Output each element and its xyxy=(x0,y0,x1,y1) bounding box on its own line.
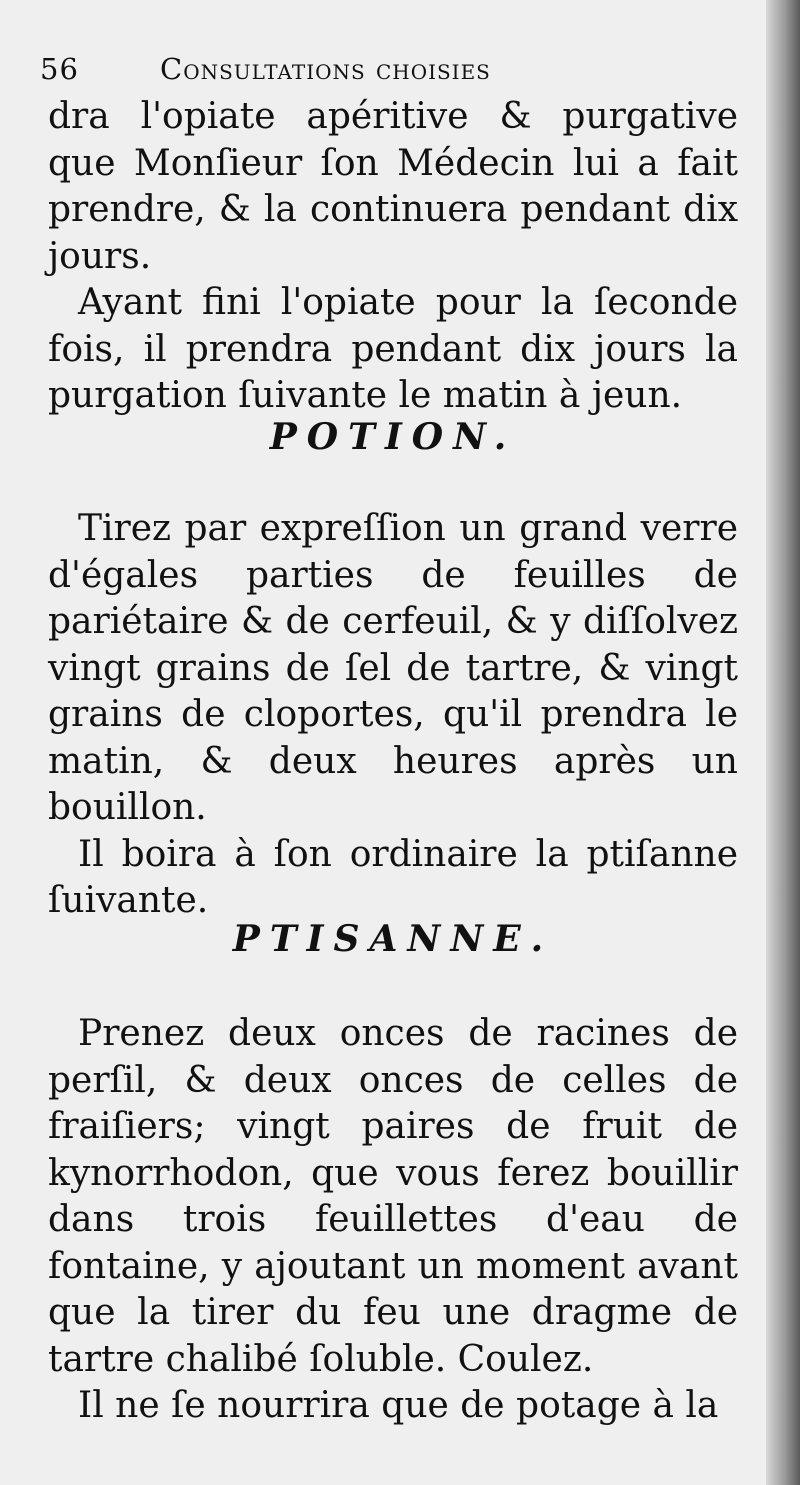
paragraph-diet: Il ne ſe nourrira que de potage à la xyxy=(78,1385,719,1426)
paragraph-continuation: dra l'opiate apéritive & purgative que Monſieur ſon Médecin lui a fait prendre, & la continuera pendant dix jours. xyxy=(48,96,738,277)
page-number: 56 xyxy=(40,52,79,86)
page-edge-shadow xyxy=(766,0,800,1485)
text-block-potion xyxy=(48,506,738,925)
heading-potion: POTION. xyxy=(269,416,517,458)
paragraph-ptisanne-recipe: Prenez deux onces de racines de perſil, & deux onces de celles de fraiſiers; vingt paires de fruit de kynorrhodon, que vous ferez bouillir dans trois feuillettes d'eau de fontaine, y ajoutant un moment avant que la tirer du feu une dragme de tartre chalibé ſoluble. Coulez. xyxy=(48,1013,738,1380)
paragraph-ptisanne-intro: Il boira à ſon ordinaire la ptiſanne ſuivante. xyxy=(48,833,738,921)
paragraph-purgation: Ayant fini l'opiate pour la ſeconde fois, il prendra pendant dix jours la purgation ſuivante le matin à jeun. xyxy=(48,282,738,416)
text-block-intro xyxy=(48,94,738,420)
header-title: Consultations choisies xyxy=(160,52,491,86)
text-block-ptisanne xyxy=(48,1011,738,1430)
heading-ptisanne: PTISANNE. xyxy=(232,918,554,960)
paragraph-potion-recipe: Tirez par expreſſion un grand verre d'égales parties de feuilles de pariétaire & de cerfeuil, & y diſſolvez vingt grains de ſel de tartre, & vingt grains de cloportes, qu'il prendra le matin, & deux heures après un bouillon. xyxy=(48,508,738,828)
running-head xyxy=(40,52,740,96)
